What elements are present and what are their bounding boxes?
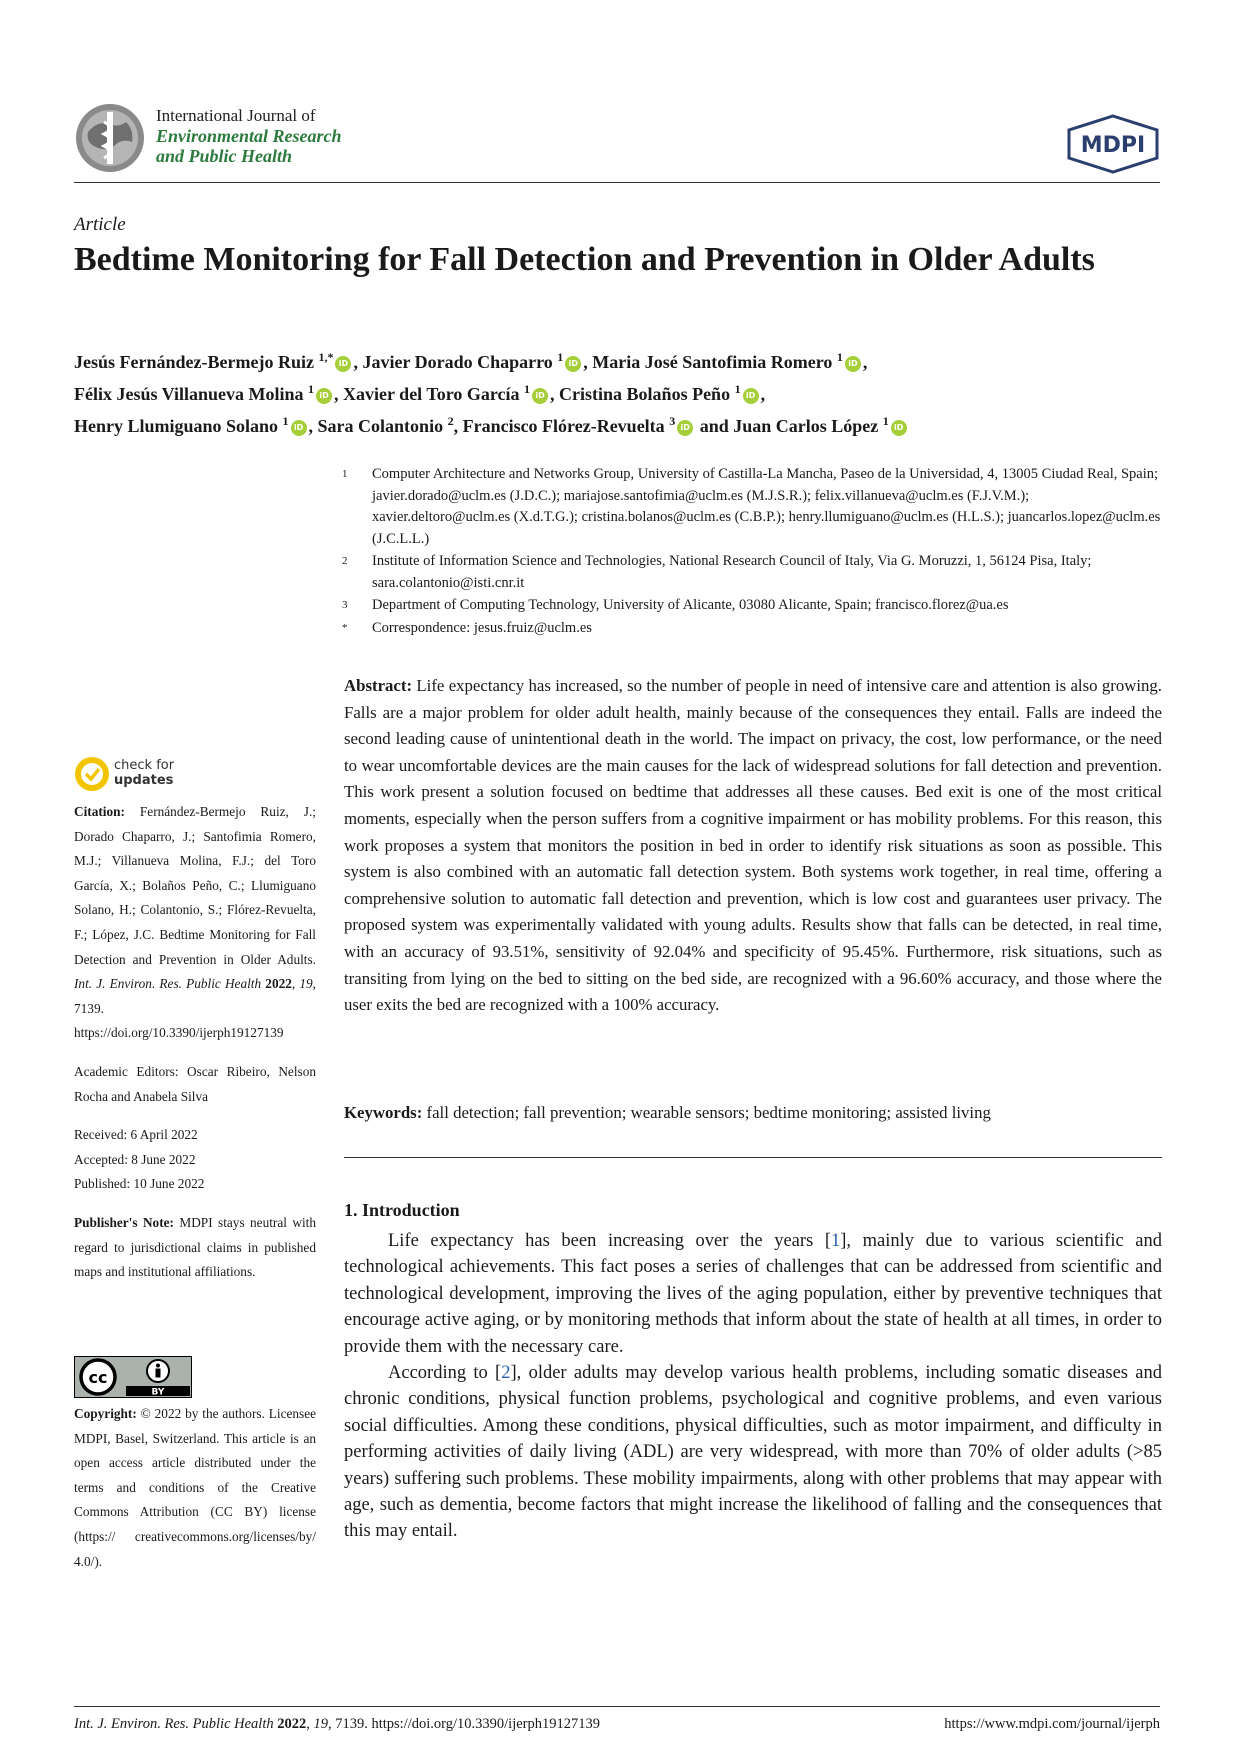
journal-name-line1: International Journal of bbox=[156, 106, 316, 125]
author-separator: , bbox=[760, 384, 766, 404]
affiliation-mark: * bbox=[342, 621, 348, 634]
abstract bbox=[344, 673, 1162, 1019]
affiliation-mark: 3 bbox=[342, 599, 348, 611]
affiliation-item bbox=[342, 464, 1162, 550]
author-name: Cristina Bolaños Peño bbox=[559, 384, 731, 404]
mdpi-logo-icon bbox=[1065, 114, 1161, 174]
author-name: Henry Llumiguano Solano bbox=[74, 416, 279, 436]
footer-citation: Int. J. Environ. Res. Public Health 2022, 19, 7139. https://doi.org/10.3390/ijerph19127139 bbox=[74, 1716, 600, 1732]
orcid-icon[interactable]: iD bbox=[291, 420, 307, 436]
intro-body bbox=[344, 1228, 1162, 1545]
author-separator: , bbox=[353, 352, 363, 372]
author-separator: and bbox=[695, 416, 734, 436]
author-name: Maria José Santofimia Romero bbox=[592, 352, 833, 372]
cc-by-label: BY bbox=[151, 1387, 165, 1398]
affiliation-item bbox=[342, 595, 1162, 617]
publisher-note: Publisher's Note: MDPI stays neutral with regard to jurisdictional claims in published maps and institutional affiliations. bbox=[74, 1214, 316, 1280]
citation-link[interactable]: 2 bbox=[501, 1363, 511, 1384]
dates bbox=[74, 1123, 316, 1197]
footer-rule bbox=[74, 1706, 1160, 1707]
citation-block: Citation: Fernández-Bermejo Ruiz, J.; Dorado Chaparro, J.; Santofimia Romero, M.J.; Villanueva Molina, F.J.; del Toro García, X.; Bolaños Peño, C.; Llumiguano Solano, H.; Colantonio, S.; Flórez-Revuelta, F.; López, J.C. Bedtime Monitoring for Fall Detection and Prevention in Older Adults. Int. J. Environ. Res. Public Health 2022, 19, 7139. https://doi.org/10.3390/ijerph19127139 bbox=[74, 804, 316, 1041]
keywords-label: Keywords: bbox=[344, 1103, 423, 1122]
svg-text:cc: cc bbox=[88, 1368, 108, 1387]
copyright-block: Copyright: © 2022 by the authors. Licensee MDPI, Basel, Switzerland. This article is an open access article distributed under the terms and conditions of the Creative Commons Attribution (CC BY) license (https:// creativecommons.org/licenses/by/ 4.0/). bbox=[74, 1406, 316, 1569]
author-affiliation-mark: 1 bbox=[734, 382, 741, 396]
author-list bbox=[74, 344, 1160, 440]
affiliation-text: Correspondence: jesus.fruiz@uclm.es bbox=[372, 619, 592, 636]
author-separator: , bbox=[862, 352, 868, 372]
author-separator: , bbox=[308, 416, 318, 436]
author-name: Jesús Fernández-Bermejo Ruiz bbox=[74, 352, 314, 372]
accepted-date: Accepted: 8 June 2022 bbox=[74, 1151, 196, 1167]
author-affiliation-mark: 1 bbox=[282, 414, 289, 428]
orcid-icon[interactable]: iD bbox=[335, 356, 351, 372]
author-separator: , bbox=[453, 416, 463, 436]
author-affiliation-mark: 1 bbox=[524, 382, 531, 396]
affiliation-text: Institute of Information Science and Technologies, National Research Council of Italy, Via G. Moruzzi, 1, 56124 Pisa, Italy; sara.colantonio@isti.cnr.it bbox=[372, 553, 1092, 591]
author-affiliation-mark: 1 bbox=[557, 350, 564, 364]
affiliations bbox=[342, 464, 1162, 640]
author-name: Francisco Flórez-Revuelta bbox=[462, 416, 665, 436]
affiliation-text: Department of Computing Technology, University of Alicante, 03080 Alicante, Spain; francisco.florez@ua.es bbox=[372, 597, 1009, 613]
author-name: Juan Carlos López bbox=[733, 416, 879, 436]
abstract-rule bbox=[344, 1157, 1162, 1158]
orcid-icon[interactable]: iD bbox=[316, 388, 332, 404]
orcid-icon[interactable]: iD bbox=[565, 356, 581, 372]
author-name: Félix Jesús Villanueva Molina bbox=[74, 384, 304, 404]
keywords bbox=[344, 1100, 1162, 1126]
paper-title: Bedtime Monitoring for Fall Detection and Prevention in Older Adults bbox=[74, 241, 1095, 278]
journal-logo-icon bbox=[74, 102, 146, 174]
author-name: Sara Colantonio bbox=[317, 416, 444, 436]
orcid-icon[interactable]: iD bbox=[532, 388, 548, 404]
orcid-icon[interactable]: iD bbox=[677, 420, 693, 436]
keywords-text: fall detection; fall prevention; wearable sensors; bedtime monitoring; assisted living bbox=[426, 1103, 991, 1122]
author-name: Javier Dorado Chaparro bbox=[362, 352, 553, 372]
abstract-label: Abstract: bbox=[344, 676, 413, 695]
header-rule bbox=[74, 182, 1160, 183]
sidebar-info bbox=[74, 800, 316, 1299]
section-heading: 1. Introduction bbox=[344, 1200, 460, 1220]
intro-paragraph-1: Life expectancy has been increasing over the years [1], mainly due to various scientific and technological achievements. This fact poses a series of challenges that can be addressed from scientific and technological development, improving the lives of the aging population, either by preventive techniques that encourage active aging, or by monitoring methods that inform about the state of health at all times, in order to provide them with the necessary care. bbox=[344, 1231, 1162, 1357]
check-updates-line1: check for bbox=[114, 758, 175, 773]
journal-name-line2: Environmental Research bbox=[156, 126, 342, 146]
abstract-text: Life expectancy has increased, so the number of people in need of intensive care and attention is also growing. Falls are a major problem for older adult health, mainly because of the consequences they entail. Falls are indeed the second leading cause of unintentional death in the world. The impact on privacy, the cost, low performance, or the need to wear uncomfortable devices are the main causes for the lack of widespread solutions for fall detection and prevention. This work present a solution focused on bedtime that addresses all these causes. Bed exit is one of the most critical moments, especially when the person suffers from a cognitive impairment or has mobility problems. For this reason, this work proposes a system that monitors the position in bed in order to identify risk situations as soon as possible. This system is also combined with an automatic fall detection system. Both systems work together, in real time, offering a comprehensive solution to automatic fall detection and prevention, which is low cost and guarantees user privacy. The proposed system was experimentally validated with young adults. Results show that falls can be detected, in real time, with an accuracy of 93.51%, sensitivity of 92.04% and specificity of 95.45%. Furthermore, risk situations, such as transiting from lying on the bed to sitting on the bed side, are recognized with a 96.60% accuracy, and those where the user exits the bed are recognized with a 100% accuracy. bbox=[344, 676, 1162, 1015]
author-name: Xavier del Toro García bbox=[343, 384, 520, 404]
author-separator: , bbox=[550, 384, 560, 404]
citation-link[interactable]: 1 bbox=[830, 1231, 841, 1251]
journal-name bbox=[156, 106, 342, 166]
journal-name-line3: and Public Health bbox=[156, 146, 293, 166]
affiliation-item bbox=[342, 618, 1162, 640]
affiliation-text: Computer Architecture and Networks Group, University of Castilla-La Mancha, Paseo de la Universidad, 4, 13005 Ciudad Real, Spain; javier.dorado@uclm.es (J.D.C.); mariajose.santofimia@uclm.es (M.J.S.R.); felix.villanueva@uclm.es (F.J.V.M.); xavier.deltoro@uclm.es (X.d.T.G.); cristina.bolanos@uclm.es (C.B.P.); henry.llumiguano@uclm.es (H.L.S.); juancarlos.lopez@uclm.es (J.C.L.L.) bbox=[372, 466, 1161, 547]
author-separator: , bbox=[334, 384, 344, 404]
intro-paragraph-2: According to [2], older adults may develop various health problems, including somatic diseases and chronic conditions, physical function problems, psychological and cognitive problems, and even various social difficulties. Among these conditions, physical difficulties, such as motor impairment, and difficulty in performing activities of daily living (ADL) are very widespread, with more than 70% of older adults (>85 years) suffering such problems. These mobility impairments, along with other problems that may appear with age, such as dementia, become factors that might increase the likelihood of falling and the consequences that this may entail. bbox=[344, 1363, 1163, 1542]
check-for-updates-button[interactable] bbox=[74, 756, 194, 794]
author-affiliation-mark: 1 bbox=[836, 350, 843, 364]
received-date: Received: 6 April 2022 bbox=[74, 1127, 198, 1143]
affiliation-mark: 1 bbox=[342, 468, 348, 480]
academic-editors: Academic Editors: Oscar Ribeiro, Nelson Rocha and Anabela Silva bbox=[74, 1063, 316, 1104]
check-updates-line2: updates bbox=[114, 773, 174, 788]
author-affiliation-mark: 3 bbox=[669, 414, 676, 428]
author-affiliation-mark: 1,* bbox=[318, 350, 334, 364]
orcid-icon[interactable]: iD bbox=[891, 420, 907, 436]
article-type: Article bbox=[74, 214, 126, 235]
check-updates-icon bbox=[74, 756, 110, 792]
published-date: Published: 10 June 2022 bbox=[74, 1176, 205, 1192]
footer-journal-link[interactable]: https://www.mdpi.com/journal/ijerph bbox=[944, 1716, 1160, 1732]
orcid-icon[interactable]: iD bbox=[845, 356, 861, 372]
author-affiliation-mark: 2 bbox=[447, 414, 454, 428]
author-separator: , bbox=[583, 352, 593, 372]
author-affiliation-mark: 1 bbox=[882, 414, 889, 428]
orcid-icon[interactable]: iD bbox=[743, 388, 759, 404]
author-affiliation-mark: 1 bbox=[308, 382, 315, 396]
affiliation-mark: 2 bbox=[342, 555, 348, 567]
mdpi-logo-text: MDPI bbox=[1080, 133, 1146, 158]
affiliation-item bbox=[342, 551, 1162, 594]
cc-by-license-icon[interactable] bbox=[74, 1356, 192, 1398]
